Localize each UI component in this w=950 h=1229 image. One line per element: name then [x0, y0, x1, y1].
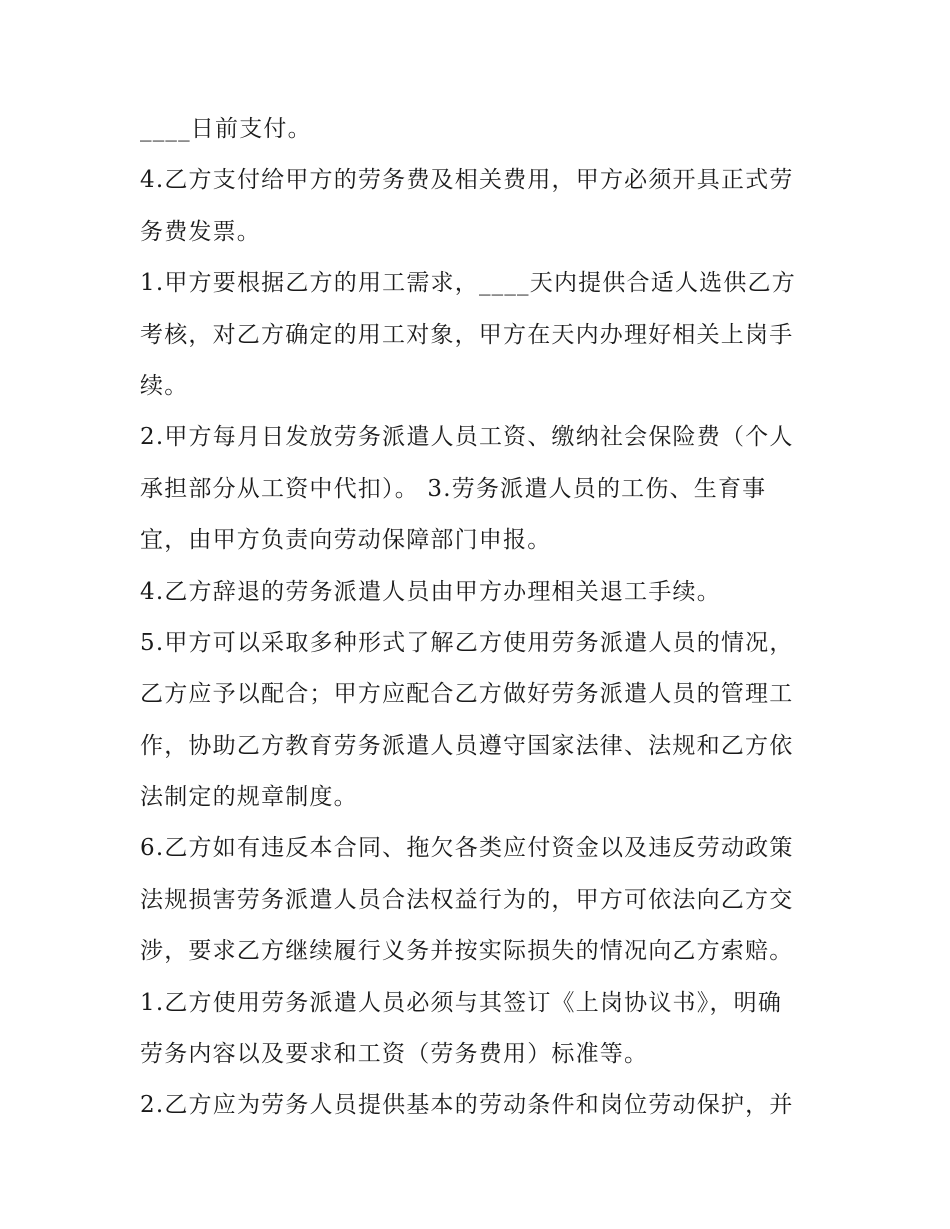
text-line: 考核，对乙方确定的用工对象，甲方在天内办理好相关上岗手 — [140, 321, 794, 348]
text-line: 务费发票。 — [140, 218, 261, 245]
text-line: 劳务内容以及要求和工资（劳务费用）标准等。 — [140, 1041, 649, 1068]
text-line: 法制定的规章制度。 — [140, 784, 358, 811]
text-line: 2.甲方每月日发放劳务派遣人员工资、缴纳社会保险费（个人 — [140, 424, 794, 451]
text-line: 作，协助乙方教育劳务派遣人员遵守国家法律、法规和乙方依 — [140, 732, 794, 759]
text-line: 乙方应予以配合；甲方应配合乙方做好劳务派遣人员的管理工 — [140, 681, 794, 708]
text-line: 续。 — [140, 372, 189, 399]
text-line: 2.乙方应为劳务人员提供基本的劳动条件和岗位劳动保护，并 — [140, 1092, 794, 1119]
document-body — [140, 104, 820, 1132]
text-line: 4.乙方支付给甲方的劳务费及相关费用，甲方必须开具正式劳 — [140, 167, 794, 194]
text-line: 涉，要求乙方继续履行义务并按实际损失的情况向乙方索赔。 — [140, 938, 794, 965]
text-line: ____日前支付。 — [140, 116, 312, 142]
text-line: 1.甲方要根据乙方的用工需求，____天内提供合适人选供乙方 — [140, 270, 796, 297]
text-line: 宜，由甲方负责向劳动保障部门申报。 — [140, 527, 552, 554]
text-line: 承担部分从工资中代扣）。 3.劳务派遣人员的工伤、生育事 — [140, 475, 767, 502]
text-line: 1.乙方使用劳务派遣人员必须与其签订《上岗协议书》，明确 — [140, 989, 783, 1016]
text-line: 6.乙方如有违反本合同、拖欠各类应付资金以及违反劳动政策 — [140, 835, 794, 862]
text-line: 5.甲方可以采取多种形式了解乙方使用劳务派遣人员的情况， — [140, 629, 794, 656]
text-line: 法规损害劳务派遣人员合法权益行为的，甲方可依法向乙方交 — [140, 886, 794, 913]
text-line: 4.乙方辞退的劳务派遣人员由甲方办理相关退工手续。 — [140, 578, 721, 605]
